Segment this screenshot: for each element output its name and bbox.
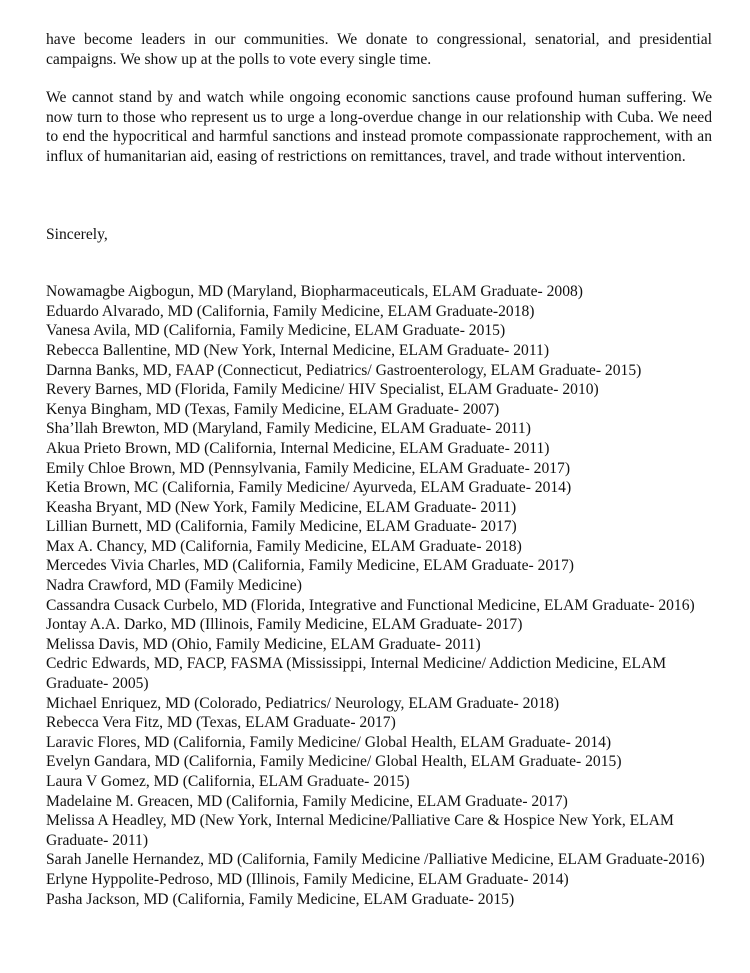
signatory-item: Rebecca Vera Fitz, MD (Texas, ELAM Graduate- 2017) [46, 714, 396, 732]
signatory-item: Vanesa Avila, MD (California, Family Medicine, ELAM Graduate- 2015) [46, 322, 506, 340]
signatory-item: Cedric Edwards, MD, FACP, FASMA (Mississippi, Internal Medicine/ Addiction Medicine, ELAM Graduate- 2005) [46, 655, 667, 693]
signatory-item: Lillian Burnett, MD (California, Family Medicine, ELAM Graduate- 2017) [46, 518, 517, 536]
signatory-item: Erlyne Hyppolite-Pedroso, MD (Illinois, Family Medicine, ELAM Graduate- 2014) [46, 870, 569, 888]
signatory-item: Rebecca Ballentine, MD (New York, Internal Medicine, ELAM Graduate- 2011) [46, 341, 550, 359]
signatory-list [46, 282, 712, 909]
signatory-item: Melissa A Headley, MD (New York, Internal Medicine/Palliative Care & Hospice New York, ELAM Graduate- 2011) [46, 812, 674, 849]
signatory-item: Melissa Davis, MD (Ohio, Family Medicine, ELAM Graduate- 2011) [46, 635, 481, 653]
signatory-item: Michael Enriquez, MD (Colorado, Pediatrics/ Neurology, ELAM Graduate- 2018) [46, 694, 560, 712]
signatory-item: Eduardo Alvarado, MD (California, Family Medicine, ELAM Graduate-2018) [46, 302, 535, 320]
signatory-item: Keasha Bryant, MD (New York, Family Medicine, ELAM Graduate- 2011) [46, 498, 517, 516]
signatory-item: Cassandra Cusack Curbelo, MD (Florida, Integrative and Functional Medicine, ELAM Graduate- 2016) [46, 596, 695, 614]
closing-salutation: Sincerely, [46, 225, 108, 243]
signatory-item: Akua Prieto Brown, MD (California, Internal Medicine, ELAM Graduate- 2011) [46, 439, 550, 457]
signatory-item: Revery Barnes, MD (Florida, Family Medicine/ HIV Specialist, ELAM Graduate- 2010) [46, 381, 599, 399]
signatory-item: Pasha Jackson, MD (California, Family Medicine, ELAM Graduate- 2015) [46, 890, 515, 908]
signatory-item: Darnna Banks, MD, FAAP (Connecticut, Pediatrics/ Gastroenterology, ELAM Graduate- 2015) [46, 361, 642, 379]
body-paragraph: have become leaders in our communities. We donate to congressional, senatorial, and presidential campaigns. We show up at the polls to vote every single time. [46, 31, 712, 68]
signatory-item: Sarah Janelle Hernandez, MD (California, Family Medicine /Palliative Medicine, ELAM Graduate-2016) [46, 851, 705, 869]
signatory-item: Mercedes Vivia Charles, MD (California, Family Medicine, ELAM Graduate- 2017) [46, 557, 574, 575]
signatory-item: Madelaine M. Greacen, MD (California, Family Medicine, ELAM Graduate- 2017) [46, 792, 568, 810]
signatory-item: Max A. Chancy, MD (California, Family Medicine, ELAM Graduate- 2018) [46, 537, 522, 555]
signatory-item: Evelyn Gandara, MD (California, Family Medicine/ Global Health, ELAM Graduate- 2015) [46, 753, 622, 771]
signatory-item: Nadra Crawford, MD (Family Medicine) [46, 577, 302, 595]
signatory-item: Ketia Brown, MC (California, Family Medicine/ Ayurveda, ELAM Graduate- 2014) [46, 479, 572, 497]
signatory-item: Sha’llah Brewton, MD (Maryland, Family Medicine, ELAM Graduate- 2011) [46, 420, 531, 438]
signatory-item: Kenya Bingham, MD (Texas, Family Medicine, ELAM Graduate- 2007) [46, 400, 500, 418]
body-paragraph: We cannot stand by and watch while ongoing economic sanctions cause profound human suffering. We now turn to those who represent us to urge a long-overdue change in our relationship with Cuba. We need to end the hypocritical and harmful sanctions and instead promote compassionate rapprochement, with an influx of humanitarian aid, easing of restrictions on remittances, travel, and trade without intervention. [46, 89, 712, 165]
signatory-item: Laura V Gomez, MD (California, ELAM Graduate- 2015) [46, 773, 410, 790]
signatory-item: Jontay A.A. Darko, MD (Illinois, Family Medicine, ELAM Graduate- 2017) [46, 616, 523, 634]
signatory-item: Emily Chloe Brown, MD (Pennsylvania, Family Medicine, ELAM Graduate- 2017) [46, 459, 571, 477]
signatory-item: Laravic Flores, MD (California, Family Medicine/ Global Health, ELAM Graduate- 2014) [46, 733, 612, 751]
signatory-item: Nowamagbe Aigbogun, MD (Maryland, Biopharmaceuticals, ELAM Graduate- 2008) [46, 283, 583, 301]
